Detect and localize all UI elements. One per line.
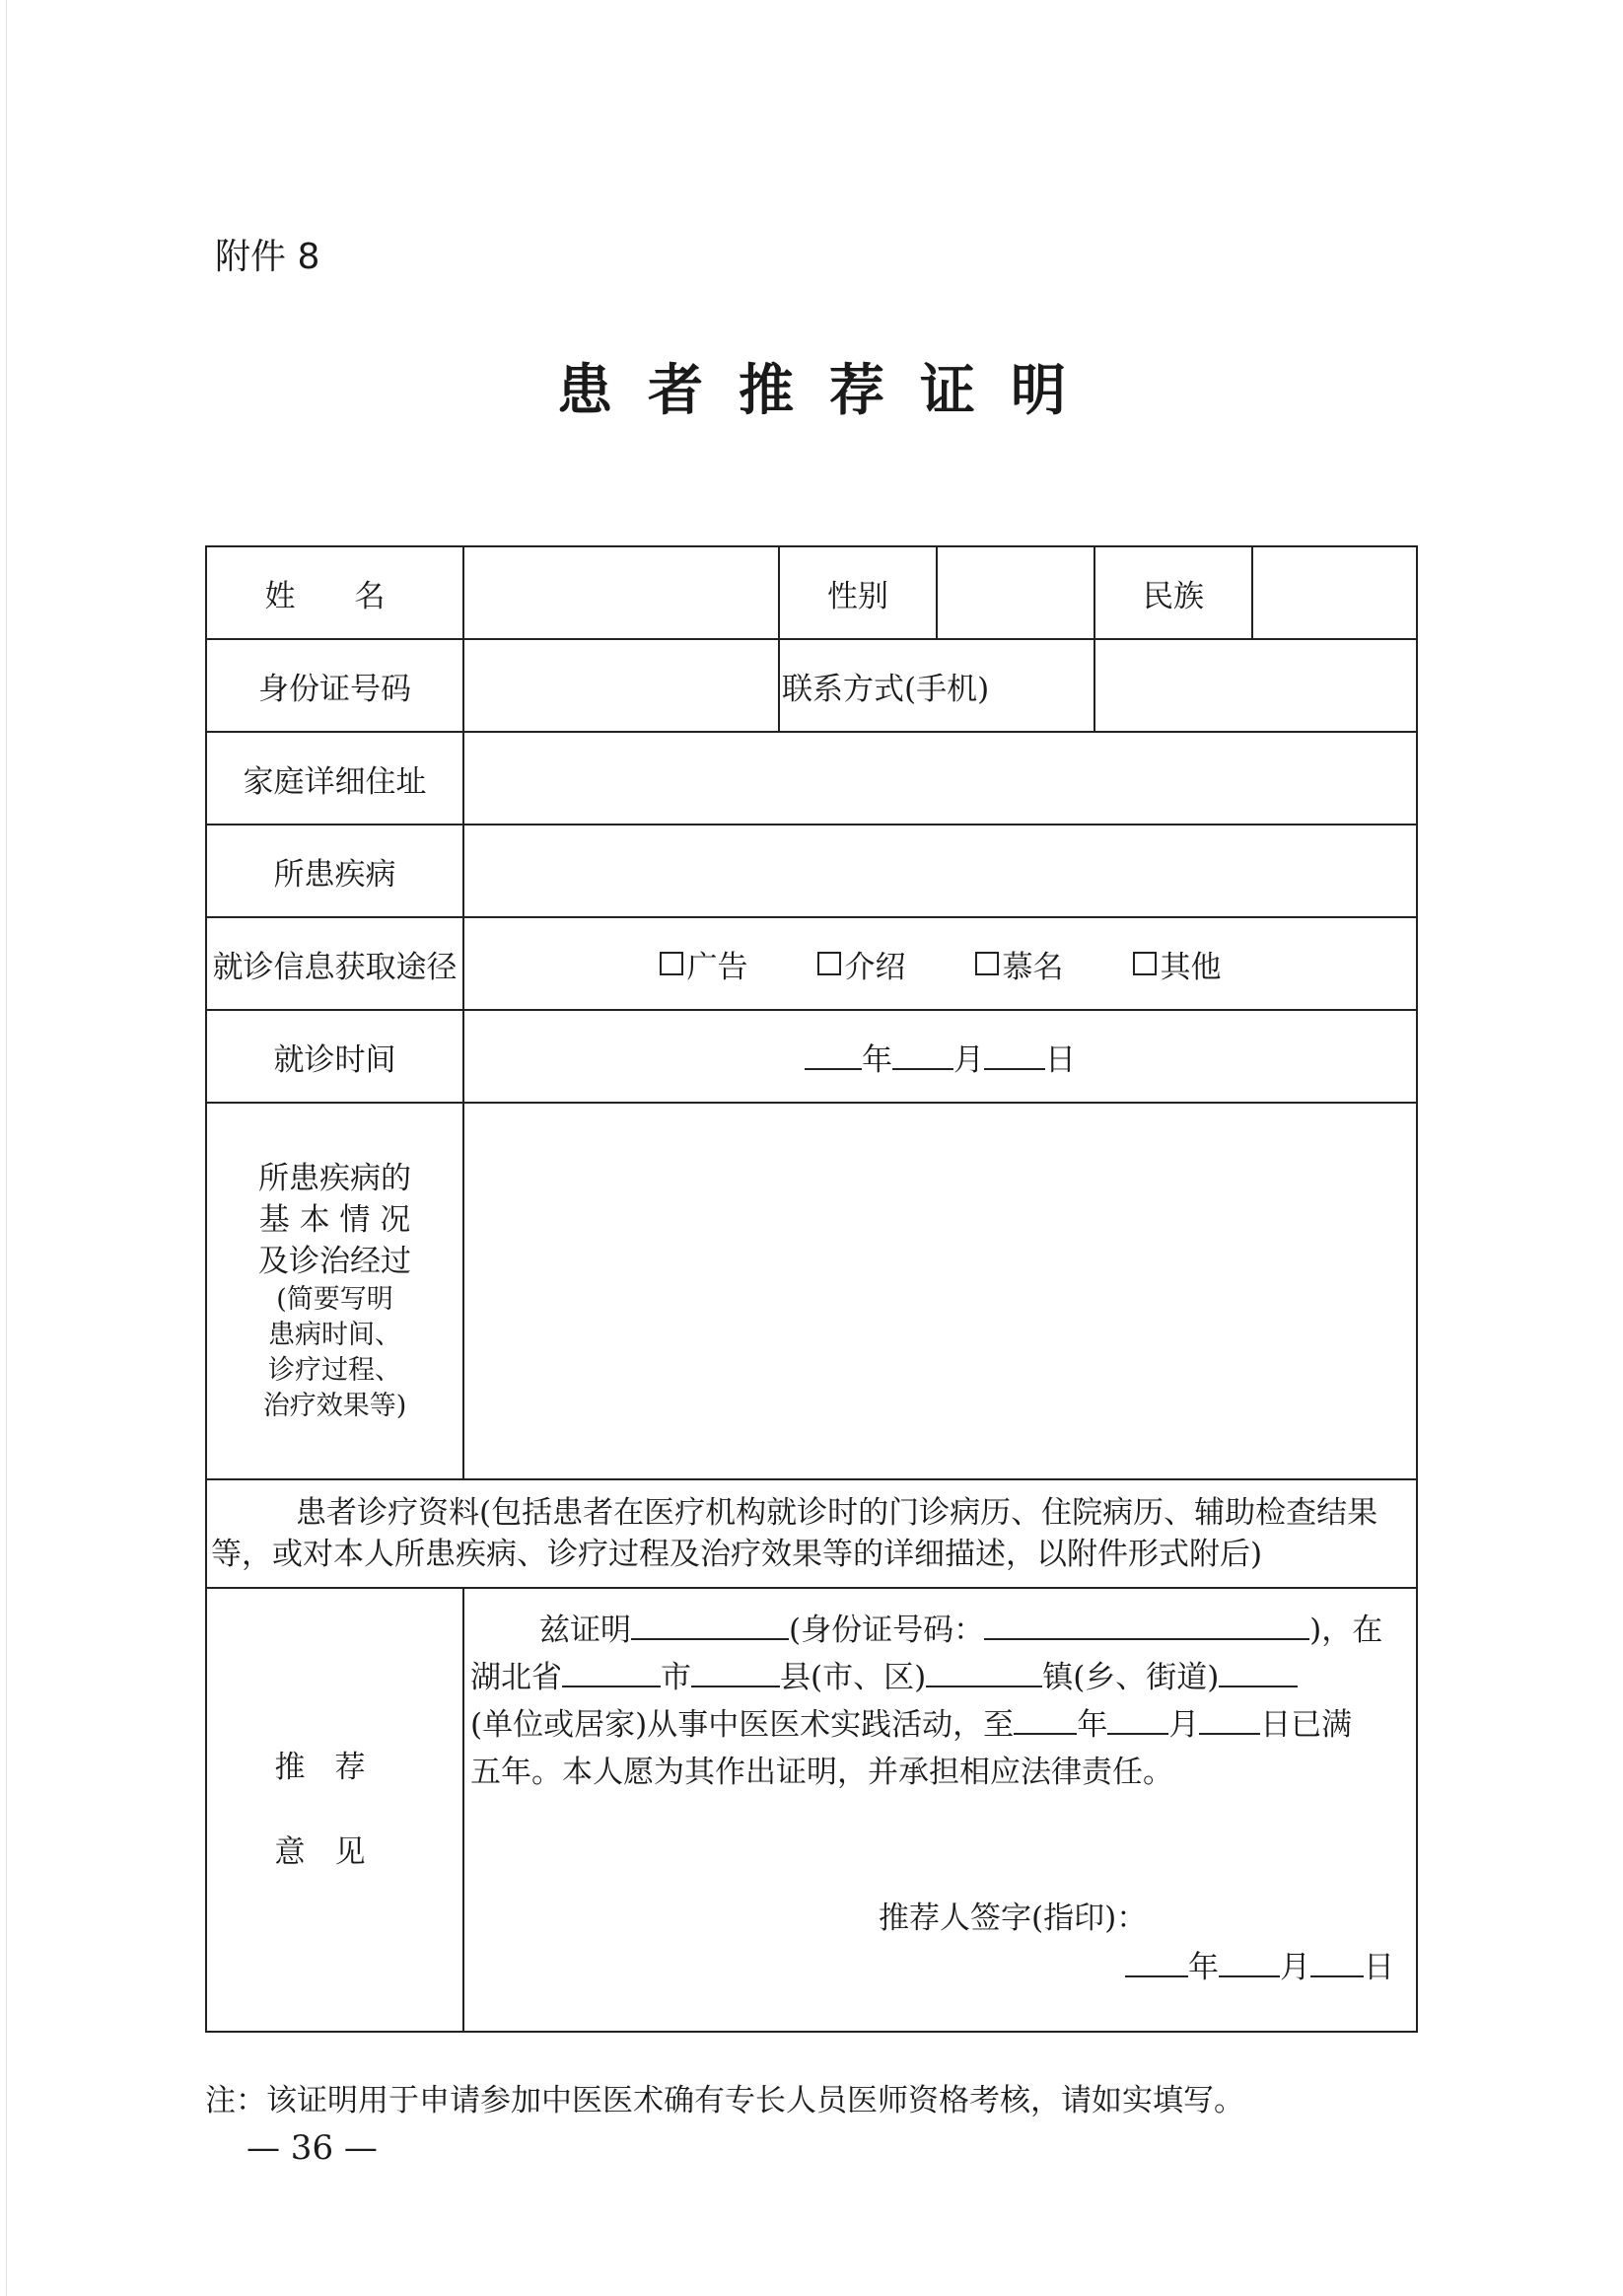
basic-info-label bbox=[206, 1103, 463, 1479]
gender-label: 性别 bbox=[779, 546, 937, 639]
rec-text: 年 bbox=[1077, 1707, 1108, 1743]
info-source-label: 就诊信息获取途径 bbox=[206, 917, 463, 1010]
basic-label-line: 所患疾病的 bbox=[258, 1161, 411, 1196]
sign-day-unit: 日 bbox=[1364, 1950, 1394, 1985]
rec-text: 湖北省 bbox=[470, 1660, 562, 1695]
ethnicity-field[interactable] bbox=[1252, 546, 1417, 639]
rec-text: 兹证明 bbox=[539, 1613, 631, 1648]
rec-text: (身份证号码： bbox=[789, 1613, 985, 1648]
page-number: — 36 — bbox=[247, 2128, 378, 2168]
basic-hint-line: 治疗效果等) bbox=[262, 1391, 407, 1421]
rec-text: 镇(乡、街道) bbox=[1042, 1660, 1220, 1695]
attachment-label: 附件 8 bbox=[215, 237, 320, 277]
rec-day-blank[interactable] bbox=[1199, 1732, 1260, 1735]
rec-label-line: 意见 bbox=[274, 1834, 395, 1870]
ethnicity-label: 民族 bbox=[1094, 546, 1252, 639]
city-blank[interactable] bbox=[562, 1685, 661, 1687]
recommendation-body bbox=[463, 1588, 1417, 2032]
id-number-field[interactable] bbox=[463, 639, 779, 732]
town-blank[interactable] bbox=[926, 1685, 1042, 1687]
option-label: 广告 bbox=[686, 949, 748, 985]
day-unit: 日 bbox=[1045, 1041, 1076, 1078]
materials-text: 患者诊疗资料(包括患者在医疗机构就诊时的门诊病历、住院病历、辅助检查结果等，或对本人所患疾病、诊疗过程及治疗效果等的详细描述，以附件形式附后) bbox=[211, 1495, 1378, 1572]
rec-month-blank[interactable] bbox=[1107, 1732, 1168, 1735]
option-advertisement[interactable] bbox=[660, 942, 748, 986]
name-field[interactable] bbox=[463, 546, 779, 639]
name-blank[interactable] bbox=[631, 1637, 789, 1640]
basic-label-line: 及诊治经过 bbox=[258, 1244, 411, 1279]
sign-day-blank[interactable] bbox=[1310, 1974, 1364, 1977]
rec-label-line: 推荐 bbox=[274, 1750, 395, 1785]
basic-hint-line: 诊疗过程、 bbox=[268, 1355, 401, 1386]
sign-year-unit: 年 bbox=[1188, 1950, 1219, 1985]
checkbox-icon[interactable] bbox=[660, 952, 683, 975]
visit-time-field[interactable] bbox=[463, 1010, 1417, 1103]
option-reputation[interactable] bbox=[975, 942, 1064, 986]
gender-field[interactable] bbox=[937, 546, 1094, 639]
signature-date bbox=[1125, 1944, 1394, 1991]
contact-field[interactable] bbox=[1094, 639, 1417, 732]
address-label: 家庭详细住址 bbox=[206, 732, 463, 825]
rec-text: 县(市、区) bbox=[780, 1660, 927, 1695]
id-number-label: 身份证号码 bbox=[206, 639, 463, 732]
basic-label-line: 基 本 情 况 bbox=[258, 1202, 411, 1238]
option-other[interactable] bbox=[1133, 942, 1222, 986]
county-blank[interactable] bbox=[691, 1685, 780, 1687]
basic-hint-line: (简要写明 bbox=[276, 1284, 393, 1315]
unit-blank[interactable] bbox=[1219, 1685, 1298, 1687]
info-source-options bbox=[463, 917, 1417, 1010]
name-label: 姓名 bbox=[206, 546, 463, 639]
rec-text: 月 bbox=[1168, 1707, 1200, 1743]
year-unit: 年 bbox=[862, 1041, 892, 1078]
sign-year-blank[interactable] bbox=[1125, 1974, 1188, 1977]
checkbox-icon[interactable] bbox=[1133, 952, 1157, 975]
day-blank[interactable] bbox=[984, 1067, 1045, 1070]
id-blank[interactable] bbox=[984, 1637, 1309, 1640]
page-title: 患者推荐证明 bbox=[557, 358, 1101, 423]
visit-time-label: 就诊时间 bbox=[206, 1010, 463, 1103]
basic-info-field[interactable] bbox=[463, 1103, 1417, 1479]
recommendation-label bbox=[206, 1588, 463, 2032]
year-blank[interactable] bbox=[805, 1067, 862, 1070]
basic-hint-line: 患病时间、 bbox=[268, 1320, 401, 1350]
option-label: 介绍 bbox=[844, 949, 906, 985]
rec-text: (单位或居家)从事中医医术实践活动，至 bbox=[470, 1707, 1015, 1743]
month-blank[interactable] bbox=[892, 1067, 953, 1070]
rec-text: 五年。本人愿为其作出证明，并承担相应法律责任。 bbox=[470, 1755, 1173, 1790]
rec-text: 市 bbox=[661, 1660, 691, 1695]
option-label: 慕名 bbox=[1002, 949, 1064, 985]
recommendation-form bbox=[205, 545, 1418, 2033]
disease-field[interactable] bbox=[463, 825, 1417, 917]
signature-label: 推荐人签字(指印)： bbox=[879, 1901, 1148, 1936]
scan-edge-line bbox=[6, 0, 7, 2296]
contact-label: 联系方式(手机) bbox=[779, 639, 1094, 732]
checkbox-icon[interactable] bbox=[975, 952, 999, 975]
rec-text: )，在 bbox=[1309, 1613, 1383, 1648]
address-field[interactable] bbox=[463, 732, 1417, 825]
disease-label: 所患疾病 bbox=[206, 825, 463, 917]
sign-month-blank[interactable] bbox=[1219, 1974, 1280, 1977]
option-referral[interactable] bbox=[817, 942, 906, 986]
footnote: 注：该证明用于申请参加中医医术确有专长人员医师资格考核，请如实填写。 bbox=[205, 2083, 1244, 2118]
month-unit: 月 bbox=[953, 1041, 984, 1078]
sign-month-unit: 月 bbox=[1280, 1950, 1310, 1985]
rec-text: 日已满 bbox=[1260, 1707, 1353, 1743]
checkbox-icon[interactable] bbox=[817, 952, 841, 975]
rec-year-blank[interactable] bbox=[1014, 1732, 1077, 1735]
option-label: 其他 bbox=[1160, 949, 1222, 985]
materials-note bbox=[206, 1479, 1417, 1588]
